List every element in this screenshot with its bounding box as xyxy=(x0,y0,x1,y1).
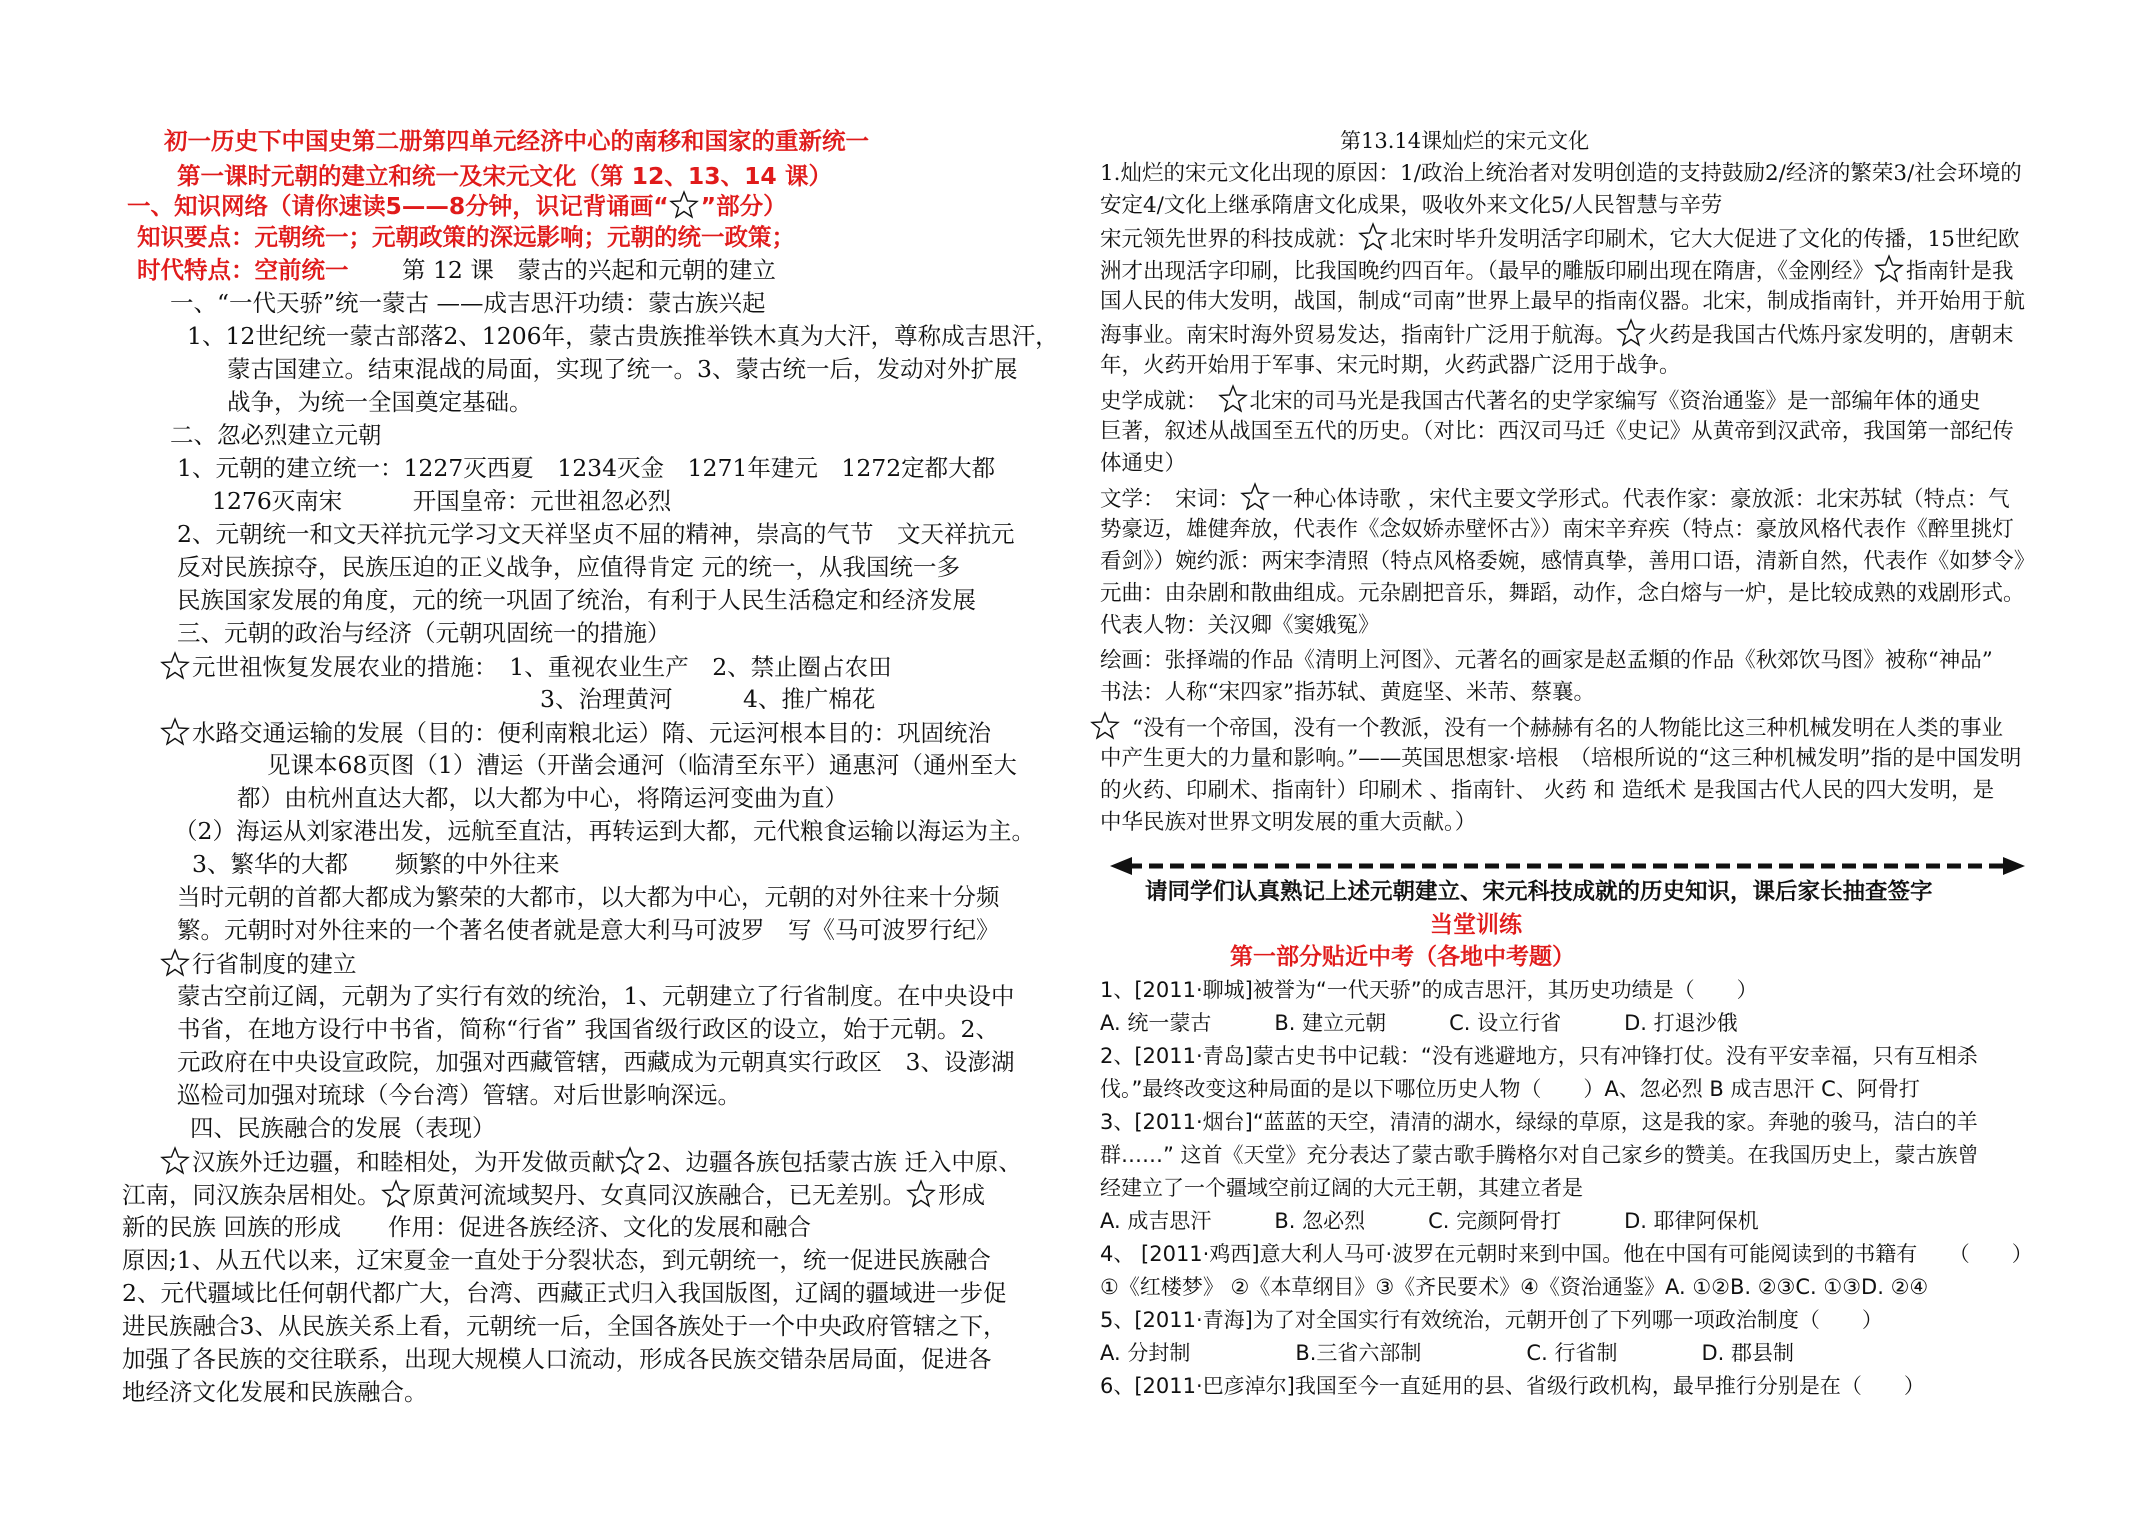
text-line: 元政府在中央设宣政院，加强对西藏管辖，西藏成为元朝真实行政区 3、设澎湖 xyxy=(177,1048,1015,1076)
text-line: 代表人物：关汉卿《窦娥冤》 xyxy=(1100,613,1380,638)
text-line: 原因;1、从五代以来，辽宋夏金一直处于分裂状态，到元朝统一，统一促进民族融合 xyxy=(122,1246,991,1274)
text-line: “没有一个帝国，没有一个教派，没有一个赫赫有名的人物能比这三种机械发明在人类的事业 xyxy=(1090,711,2003,744)
text-line: 体通史） xyxy=(1100,451,1187,476)
text-line: 中华民族对世界文明发展的重大贡献。） xyxy=(1100,810,1477,835)
star-icon xyxy=(669,190,699,220)
star-icon xyxy=(160,948,190,978)
text-line: 书法：人称“宋四家”指苏轼、黄庭坚、米芾、蔡襄。 xyxy=(1100,680,1595,705)
text-line: 都）由杭州直达大都，以大都为中心，将隋运河变曲为直） xyxy=(237,784,848,812)
era-feature-label: 时代特点：空前统一 xyxy=(137,256,349,284)
text-line: 巨著，叙述从战国至五代的历史。（对比：西汉司马迁《史记》从黄帝到汉武帝，我国第一部纪传 xyxy=(1100,419,2014,444)
text-line: 地经济文化发展和民族融合。 xyxy=(122,1378,428,1406)
question-5-options: A. 分封制 B.三省六部制 C. 行省制 D. 郡县制 xyxy=(1100,1341,1794,1365)
text-line: 1276灭南宋 开国皇帝：元世祖忽必烈 xyxy=(212,487,672,515)
star-icon xyxy=(906,1179,936,1209)
text-line: 繁。元朝时对外往来的一个著名使者就是意大利马可波罗 写《马可波罗行纪》 xyxy=(177,916,1000,944)
text-line: 见课本68页图（1）漕运（开凿会通河（临清至东平）通惠河（通州至大 xyxy=(267,751,1017,779)
text-line: 宋元领先世界的科技成就： 北宋时毕升发明活字印刷术，它大大促进了文化的传播，15世纪欧 xyxy=(1100,222,2019,255)
section-2-title: 二、忽必烈建立元朝 xyxy=(170,421,382,449)
question-3-options: A. 成吉思汗 B. 忽必烈 C. 完颜阿骨打 D. 耶律阿保机 xyxy=(1100,1209,1759,1233)
star-icon xyxy=(1218,384,1248,414)
text-line: 巡检司加强对琉球（今台湾）管辖。对后世影响深远。 xyxy=(177,1081,741,1109)
text-line: 1、元朝的建立统一：1227灭西夏 1234灭金 1271年建元 1272定都大都 xyxy=(177,454,996,482)
star-icon xyxy=(1090,711,1120,741)
text-line: 安定4/文化上继承隋唐文化成果，吸收外来文化5/人民智慧与辛劳 xyxy=(1100,193,1723,218)
text-line: 民族国家发展的角度，元的统一巩固了统治，有利于人民生活稳定和经济发展 xyxy=(177,586,976,614)
key-points-line: 知识要点：元朝统一；元朝政策的深远影响；元朝的统一政策； xyxy=(137,223,795,251)
question-4: 4、 [2011·鸡西]意大利人马可·波罗在元朝时来到中国。他在中国有可能阅读到的书籍有 （ ） xyxy=(1100,1242,2033,1266)
text-line: 当时元朝的首都大都成为繁荣的大都市，以大都为中心，元朝的对外往来十分频 xyxy=(177,883,1000,911)
star-icon xyxy=(1874,254,1904,284)
question-2-cont: 伐。”最终改变这种局面的是以下哪位历史人物（ ）A、忽必烈 B 成吉思汗 C、阿骨打 xyxy=(1100,1077,1920,1101)
section-1-title: 一、“一代天骄”统一蒙古 ——成吉思汗功绩：蒙古族兴起 xyxy=(170,289,766,317)
question-2: 2、[2011·青岛]蒙古史书中记载：“没有逃避地方，只有冲锋打仗。没有平安幸福，只有互相杀 xyxy=(1100,1044,1978,1068)
text-line: 蒙古国建立。结束混战的局面，实现了统一。3、蒙古统一后，发动对外扩展 xyxy=(227,355,1018,383)
text-line: 2、元代疆域比任何朝代都广大，台湾、西藏正式归入我国版图，辽阔的疆域进一步促 xyxy=(122,1279,1007,1307)
question-5: 5、[2011·青海]为了对全国实行有效统治，元朝开创了下列哪一项政治制度（ ） xyxy=(1100,1308,1883,1332)
part-one-title: 第一部分贴近中考（各地中考题） xyxy=(1230,944,1575,970)
text-line: 书省，在地方设行中书省，简称“行省” 我国省级行政区的设立，始于元朝。2、 xyxy=(177,1015,999,1043)
question-3-cont: 群……” 这首《天堂》充分表达了蒙古歌手腾格尔对自己家乡的赞美。在我国历史上，蒙古族曾 xyxy=(1100,1143,1979,1167)
parent-check-notice: 请同学们认真熟记上述元朝建立、宋元科技成就的历史知识，课后家长抽查签字 xyxy=(1145,879,1933,905)
star-icon xyxy=(160,1146,190,1176)
star-icon xyxy=(1358,222,1388,252)
star-icon xyxy=(160,651,190,681)
text-line: 的火药、印刷术、指南针）印刷术 、指南针、 火药 和 造纸术 是我国古代人民的四大发明，是 xyxy=(1100,778,1995,803)
text-line: 新的民族 回族的形成 作用：促进各族经济、文化的发展和融合 xyxy=(122,1213,811,1241)
text-line: 3、治理黄河 4、推广棉花 xyxy=(540,685,876,713)
text-line: 2、元朝统一和文天祥抗元学习文天祥坚贞不屈的精神，崇高的气节 文天祥抗元 xyxy=(177,520,1015,548)
text-line: 绘画：张择端的作品《清明上河图》、元著名的画家是赵孟頫的作品《秋郊饮马图》被称“神品” xyxy=(1100,648,1993,673)
text-line: 看剑》）婉约派：两宋李清照（特点风格委婉，感情真挚，善用口语，清新自然，代表作《如梦令》 xyxy=(1100,549,2036,574)
question-6: 6、[2011·巴彦淖尔]我国至今一直延用的县、省级行政机构，最早推行分别是在（ ） xyxy=(1100,1374,1925,1398)
text-line: 战争，为统一全国奠定基础。 xyxy=(227,388,533,416)
dashed-divider-arrow xyxy=(1110,856,2025,876)
text-line: 洲才出现活字印刷，比我国晚约四百年。（最早的雕版印刷出现在隋唐，《金刚经》 指南针是我 xyxy=(1100,254,2014,287)
text-line: 反对民族掠夺，民族压迫的正义战争，应值得肯定 元的统一，从我国统一多 xyxy=(177,553,960,581)
question-3-cont: 经建立了一个疆域空前辽阔的大元王朝，其建立者是 xyxy=(1100,1176,1583,1200)
text-line: 江南，同汉族杂居相处。 原黄河流域契丹、女真同汉族融合，已无差别。 形成 xyxy=(122,1181,985,1209)
star-icon xyxy=(615,1146,645,1176)
text-line: 国人民的伟大发明，战国，制成“司南”世界上最早的指南仪器。北宋，制成指南针，并开始用于航 xyxy=(1100,289,2025,314)
lesson-subtitle: 第一课时元朝的建立和统一及宋元文化（第 12、13、14 课） xyxy=(177,162,832,190)
star-icon xyxy=(160,717,190,747)
text-line: 年，火药开始用于军事、宋元时期，火药武器广泛用于战争。 xyxy=(1100,353,1681,378)
star-icon xyxy=(1240,482,1270,512)
text-line: 中产生更大的力量和影响。”——英国思想家·培根 （培根所说的“这三种机械发明”指的是中国发明 xyxy=(1100,746,2022,771)
text-line: 水路交通运输的发展（目的：便利南粮北运）隋、元运河根本目的：巩固统治 xyxy=(160,717,991,749)
knowledge-network-heading: 一、知识网络（请你速读5——8分钟，识记背诵画“ ”部分） xyxy=(127,192,787,220)
question-4-options: ①《红楼梦》 ②《本草纲目》③《齐民要术》④《资治通鉴》A. ①②B. ②③C. ①③D. ②④ xyxy=(1100,1275,1929,1299)
star-icon xyxy=(381,1179,411,1209)
lesson-12-title: 第 12 课 蒙古的兴起和元朝的建立 xyxy=(402,256,776,284)
text-line: 1、12世纪统一蒙古部落2、1206年，蒙古贵族推举铁木真为大汗，尊称成吉思汗， xyxy=(187,322,1059,350)
text-line: 势豪迈，雄健奔放，代表作《念奴娇赤壁怀古》）南宋辛弃疾（特点：豪放风格代表作《醉里挑灯 xyxy=(1100,517,2014,542)
text-line: 3、繁华的大都 频繁的中外往来 xyxy=(192,850,560,878)
question-1: 1、[2011·聊城]被誉为“一代天骄”的成吉思汗，其历史功绩是（ ） xyxy=(1100,978,1758,1002)
text-line: 进民族融合3、从民族关系上看，元朝统一后，全国各族处于一个中央政府管辖之下， xyxy=(122,1312,1007,1340)
question-1-options: A. 统一蒙古 B. 建立元朝 C. 设立行省 D. 打退沙俄 xyxy=(1100,1011,1738,1035)
section-3-title: 三、元朝的政治与经济（元朝巩固统一的措施） xyxy=(177,619,671,647)
text-line: 加强了各民族的交往联系，出现大规模人口流动，形成各民族交错杂居局面，促进各 xyxy=(122,1345,992,1373)
practice-title: 当堂训练 xyxy=(1430,912,1522,938)
text-line: 蒙古空前辽阔，元朝为了实行有效的统治，1、元朝建立了行省制度。在中央设中 xyxy=(177,982,1015,1010)
text-line: 海事业。南宋时海外贸易发达，指南针广泛用于航海。 火药是我国古代炼丹家发明的，唐朝末 xyxy=(1100,318,2014,351)
document-title: 初一历史下中国史第二册第四单元经济中心的南移和国家的重新统一 xyxy=(164,127,869,155)
section-4-title: 四、民族融合的发展（表现） xyxy=(190,1114,496,1142)
text-line: 文学： 宋词： 一种心体诗歌 ，宋代主要文学形式。代表作家：豪放派：北宋苏轼（特点：气 xyxy=(1100,482,2010,515)
section-heading: 第13.14课灿烂的宋元文化 xyxy=(1340,129,1590,153)
text-line: 元世祖恢复发展农业的措施： 1、重视农业生产 2、禁止圈占农田 xyxy=(160,651,892,683)
text-line: 元曲：由杂剧和散曲组成。元杂剧把音乐，舞蹈，动作，念白熔与一炉，是比较成熟的戏剧形式。 xyxy=(1100,581,2025,606)
star-icon xyxy=(1616,318,1646,348)
question-3: 3、[2011·烟台]“蓝蓝的天空，清清的湖水，绿绿的草原，这是我的家。奔驰的骏马，洁白的羊 xyxy=(1100,1110,1978,1134)
text-line: 史学成就： 北宋的司马光是我国古代著名的史学家编写《资治通鉴》是一部编年体的通史 xyxy=(1100,384,1981,417)
text-line: （2）海运从刘家港出发，远航至直沽，再转运到大都，元代粮食运输以海运为主。 xyxy=(174,817,1035,845)
text-line: 1.灿烂的宋元文化出现的原因：1/政治上统治者对发明创造的支持鼓励2/经济的繁荣3/社会环境的 xyxy=(1100,161,2022,186)
text-line: 汉族外迁边疆，和睦相处，为开发做贡献 2、边疆各族包括蒙古族 迁入中原、 xyxy=(160,1146,1022,1178)
text-line: 行省制度的建立 xyxy=(160,948,357,980)
